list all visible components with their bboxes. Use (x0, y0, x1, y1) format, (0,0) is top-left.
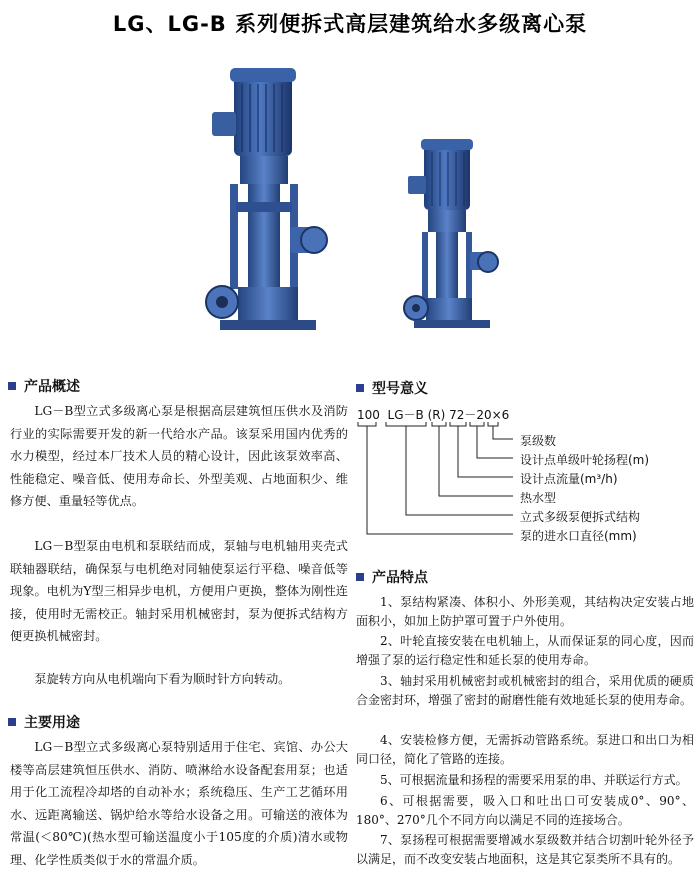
overview-paragraph-2: LG－B型泵由电机和泵联结而成，泵轴与电机轴用夹壳式联轴器联结，确保泵与电机绝对同轴使泵运行平稳、噪音低等现象。电机为Y型三相异步电机，方便用户更换，整体为刚性连接，使用时无需校正。轴封采用机械密封，泵为便拆式结构方便更换机械密封。 (10, 539, 348, 643)
model-meaning-6: 泵的进水口直径(mm) (520, 529, 637, 543)
feature-item-2: 2、叶轮直接安装在电机轴上，从而保证泵的同心度，因而增强了泵的运行稳定性和延长泵的使用寿命。 (356, 634, 694, 667)
model-meaning-3: 设计点流量(m³/h) (520, 472, 618, 486)
section-bullet-icon (356, 573, 364, 581)
feature-item-6: 6、可根据需要，吸入口和吐出口可安装成0°、90°、180°、270°几个不同方向以满足不同的连接场合。 (356, 794, 694, 827)
section-bullet-icon (356, 384, 364, 392)
feature-item-5: 5、可根据流量和扬程的需要采用泵的串、并联运行方式。 (380, 773, 688, 787)
small-pump-image (404, 139, 498, 328)
model-meaning-1: 泵级数 (520, 434, 557, 448)
overview-paragraph-1: LG－B型立式多级离心泵是根据高层建筑恒压供水及消防行业的实际需要开发的新一代给水产品。该泵采用国内优秀的水力模型，经过本厂技术人员的精心设计，因此该泵效率高、性能稳定、噪音低、使用寿命长、外型美观、占地面积少、维修方便、重量轻等优点。 (10, 404, 348, 508)
feature-item-3: 3、轴封采用机械密封或机械密封的组合，采用优质的硬质合金密封环，增强了密封的耐磨性能有效地延长泵的使用寿命。 (356, 674, 694, 707)
feature-item-4: 4、安装检修方便，无需拆动管路系统。泵进口和出口为相同口径，简化了管路的连接。 (356, 733, 694, 766)
model-meaning-5: 立式多级泵便拆式结构 (520, 510, 641, 524)
large-pump-image (206, 68, 327, 330)
overview-heading: 产品概述 (8, 376, 80, 396)
section-bullet-icon (8, 718, 16, 726)
model-code: 100 LG－B (R) 72－20×6 (357, 408, 510, 422)
model-heading: 型号意义 (356, 378, 428, 398)
usage-paragraph: LG－B型立式多级离心泵特别适用于住宅、宾馆、办公大楼等高层建筑恒压供水、消防、喷淋给水设备配套用泵；也适用于化工流程冷却塔的自动补水；系统稳压、生产工艺循环用水、远距离输送、锅炉给水等给水设备之用。可输送的液体为常温(＜80℃)(热水型可输送温度小于105度的介质)清水或物理、化学性质类似于水的常温介质。 (10, 740, 348, 867)
overview-paragraph-3: 泵旋转方向从电机端向下看为顺时针方向转动。 (34, 672, 291, 686)
feature-item-7: 7、泵扬程可根据需要增减水泵级数并结合切割叶轮外径予以满足，而不改变安装占地面积，这是其它泵类所不具有的。 (356, 833, 694, 866)
model-meaning-2: 设计点单级叶轮扬程(m) (520, 453, 650, 467)
page-title: LG、LG-B 系列便拆式高层建筑给水多级离心泵 (112, 12, 588, 36)
model-bracket-lines (356, 420, 516, 540)
section-bullet-icon (8, 382, 16, 390)
pump-product-photo (190, 52, 510, 342)
features-heading: 产品特点 (356, 567, 428, 587)
feature-item-1: 1、泵结构紧凑、体积小、外形美观，其结构决定安装占地面积小，如加上防护罩可置于户外使用。 (356, 595, 694, 628)
usage-heading: 主要用途 (8, 712, 80, 732)
model-meaning-4: 热水型 (520, 491, 557, 505)
